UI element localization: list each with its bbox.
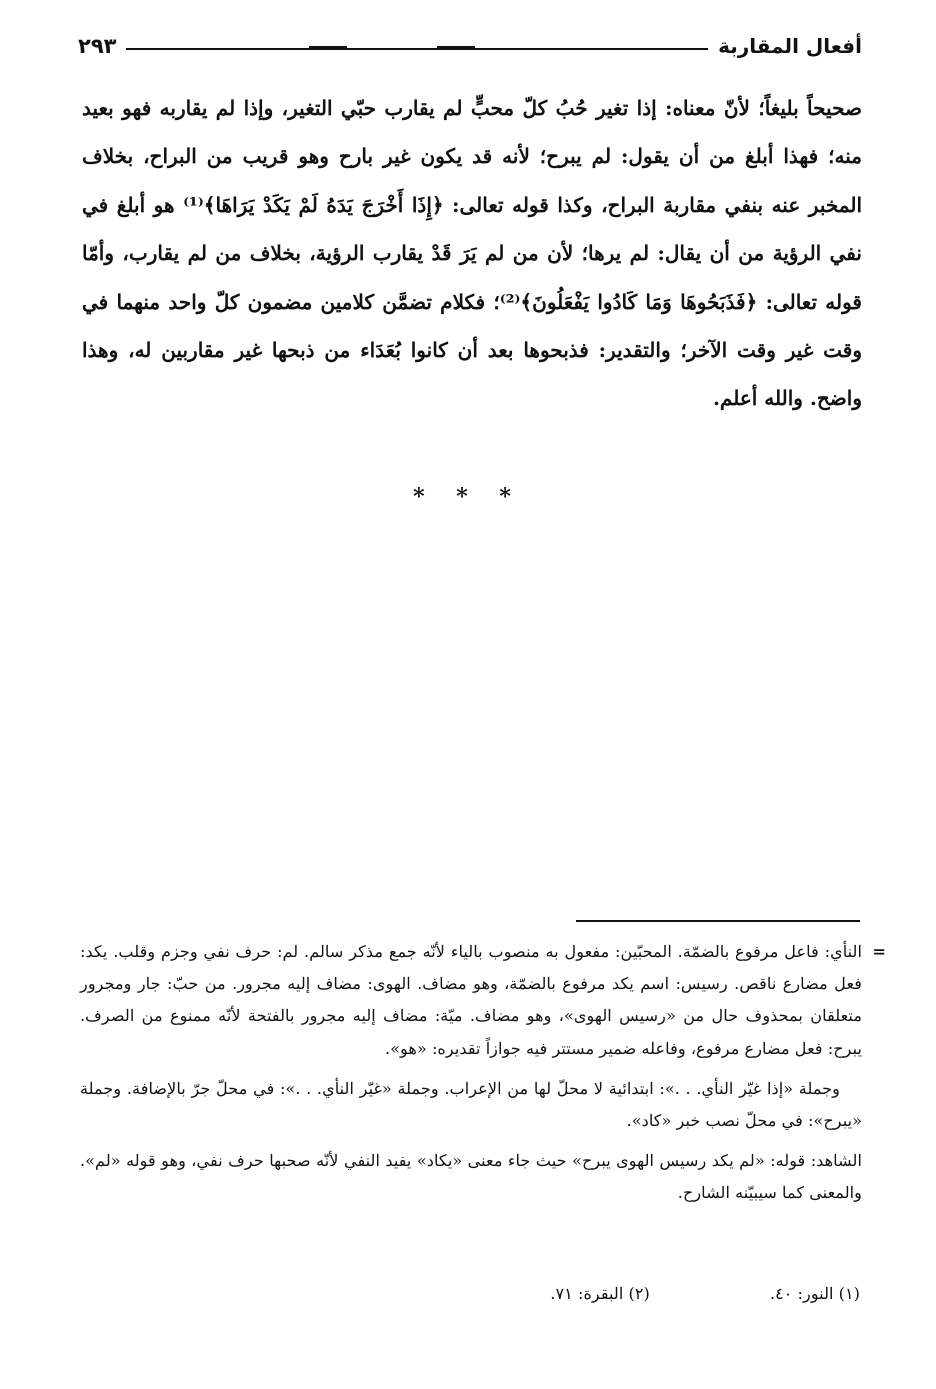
footnote-paragraph: الشاهد: قوله: «لم يكد رسيس الهوى يبرح» حيث جاء معنى «يكاد» يفيد النفي لأنّه صحبها حرف نفي، وهو قوله «لم». والمعنى كما سيبيّنه الشارح. xyxy=(80,1151,862,1203)
footnote-references xyxy=(80,1280,860,1308)
footnote-rule xyxy=(576,920,860,922)
footnote-text: النأي: فاعل مرفوع بالضمّة. المحبّين: مفعول به منصوب بالياء لأنّه جمع مذكر سالم. لم: حرف نفي وجزم وقلب. يكد: فعل مضارع ناقص. رسيس: اسم يكد مرفوع بالضمّة، وهو مضاف. الهوى: مضاف إليه مجرور. من حبّ: جار ومجرور متعلقان بمحذوف حال من «رسيس الهوى»، وهو مضاف. ميّة: مضاف إليه مجرور بالفتحة لأنّه ممنوع من الصرف. يبرح: فعل مضارع مرفوع، وفاعله ضمير مستتر فيه جوازاً تقديره: «هو». xyxy=(80,942,862,1058)
footnote-paragraph: وجملة «إذا غيّر النأي. . .»: ابتدائية لا محلّ لها من الإعراب. وجملة «غيّر النأي. . .»: في محلّ جرّ بالإضافة. وجملة «يبرح»: في محلّ نصب خبر «كاد». xyxy=(80,1078,862,1131)
section-separator-stars: * * * xyxy=(413,484,523,510)
running-header xyxy=(78,28,862,64)
chapter-title: أفعال المقاربة xyxy=(718,34,862,58)
main-text-block xyxy=(82,84,862,423)
continuation-mark: = xyxy=(872,942,886,961)
main-paragraph: صحيحاً بليغاً؛ لأنّ معناه: إذا تغير حُبُ كلّ محبٍّ لم يقارب حبّي التغير، وإذا لم يقاربه فهو بعيد منه؛ فهذا أبلغ من أن يقول: لم يبرح؛ لأنه قد يكون غير بارح وهو قريب من البراح، بخلاف المخبر عنه بنفي مقاربة البراح، وكذا قوله تعالى: ﴿إِذَا أَخْرَجَ يَدَهُ لَمْ يَكَدْ يَرَاهَا﴾⁽¹⁾ هو أبلغ في نفي الرؤية من أن يقال: لم يرها؛ لأن من لم يَرَ قَدْ يقارب الرؤية، بخلاف من لم يقارب، وأمّا قوله تعالى: ﴿فَذَبَحُوهَا وَمَا كَادُوا يَفْعَلُونَ﴾⁽²⁾؛ فكلام تضمَّن كلامين مضمون كلّ واحد منهما في وقت غير وقت الآخر؛ والتقدير: فذبحوها بعد أن كانوا بُعَدَاء من ذبحها غير مقاربين له، وهذا واضح. والله أعلم. xyxy=(82,96,863,411)
footnote-reference: (١) النور: ٤٠. xyxy=(769,1284,860,1303)
page-number: ٢٩٣ xyxy=(78,34,117,58)
footnote-paragraph xyxy=(80,936,886,1065)
footnotes-block xyxy=(80,936,886,1210)
header-rule xyxy=(126,48,708,50)
footnote-reference: (٢) البقرة: ٧١. xyxy=(550,1284,650,1303)
